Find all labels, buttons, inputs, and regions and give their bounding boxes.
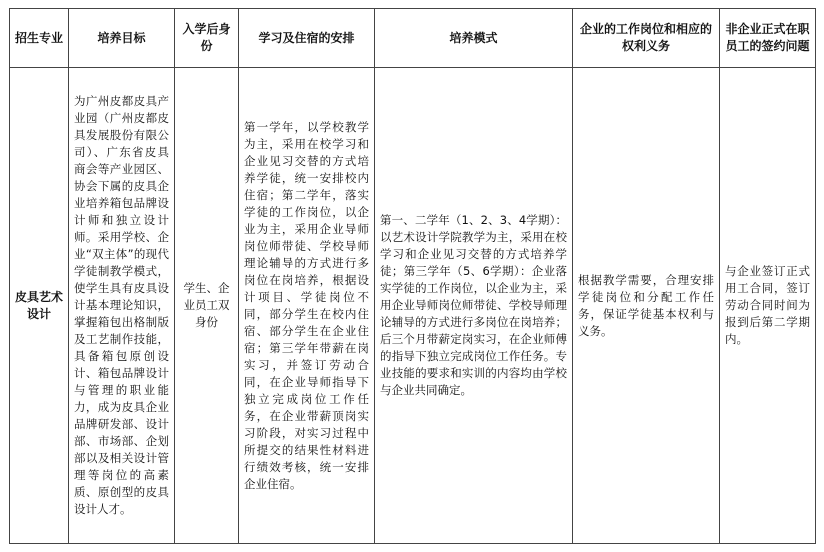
header-mode: 培养模式 bbox=[375, 9, 573, 68]
program-table bbox=[9, 8, 816, 544]
cell-arrangement: 第一学年，以学校教学为主，采用在校学习和企业见习交替的方式培养学徒，统一安排校内住宿；第二学年，落实学徒的工作岗位，以企业为主，采用企业导师岗位师带徒、学校导师理论辅导的方式进行多岗位在岗培养，根据设计项目、学徒岗位不同，部分学生在校内住宿、部分学生在企业住宿；第三学年带薪在岗实习，并签订劳动合同，在企业导师指导下独立完成岗位工作任务，在企业带薪顶岗实习阶段，对实习过程中所提交的结果性材料进行绩效考核，统一安排企业住宿。 bbox=[239, 68, 375, 544]
header-major: 招生专业 bbox=[10, 9, 69, 68]
cell-goal: 为广州皮都皮具产业园（广州皮都皮具发展股份有限公司）、广东省皮具商会等产业园区、协会下属的皮具企业培养箱包品牌设计师和独立设计师。采用学校、企业“双主体”的现代学徒制教学模式，使学生具有皮具设计基本理论知识，掌握箱包出格制版及工艺制作技能，具备箱包原创设计、箱包品牌设计与管理的职业能力，成为皮具企业品牌研发部、设计部、市场部、企划部以及相关设计管理等岗位的高素质、原创型的皮具设计人才。 bbox=[69, 68, 175, 544]
header-identity: 入学后身份 bbox=[175, 9, 239, 68]
cell-major: 皮具艺术设计 bbox=[10, 68, 69, 544]
cell-mode: 第一、二学年（1、2、3、4学期）：以艺术设计学院教学为主，采用在校学习和企业见习交替的方式培养学徒；第三学年（5、6学期）：企业落实学徒的工作岗位，以企业为主，采用企业导师岗位师带徒、学校导师理论辅导的方式进行多岗位在岗培养；后三个月带薪定岗实习，在企业师傅的指导下独立完成岗位工作任务。专业技能的要求和实训的内容均由学校与企业共同确定。 bbox=[375, 68, 573, 544]
header-arrangement: 学习及住宿的安排 bbox=[239, 9, 375, 68]
table-row bbox=[10, 68, 816, 544]
header-goal: 培养目标 bbox=[69, 9, 175, 68]
header-contract: 非企业正式在职员工的签约问题 bbox=[720, 9, 816, 68]
cell-contract: 与企业签订正式用工合同，签订劳动合同时间为报到后第二学期内。 bbox=[720, 68, 816, 544]
cell-positions: 根据教学需要，合理安排学徒岗位和分配工作任务，保证学徒基本权利与义务。 bbox=[573, 68, 720, 544]
header-positions: 企业的工作岗位和相应的权利义务 bbox=[573, 9, 720, 68]
program-table-container bbox=[9, 8, 815, 544]
cell-identity: 学生、企业员工双身份 bbox=[175, 68, 239, 544]
header-row bbox=[10, 9, 816, 68]
